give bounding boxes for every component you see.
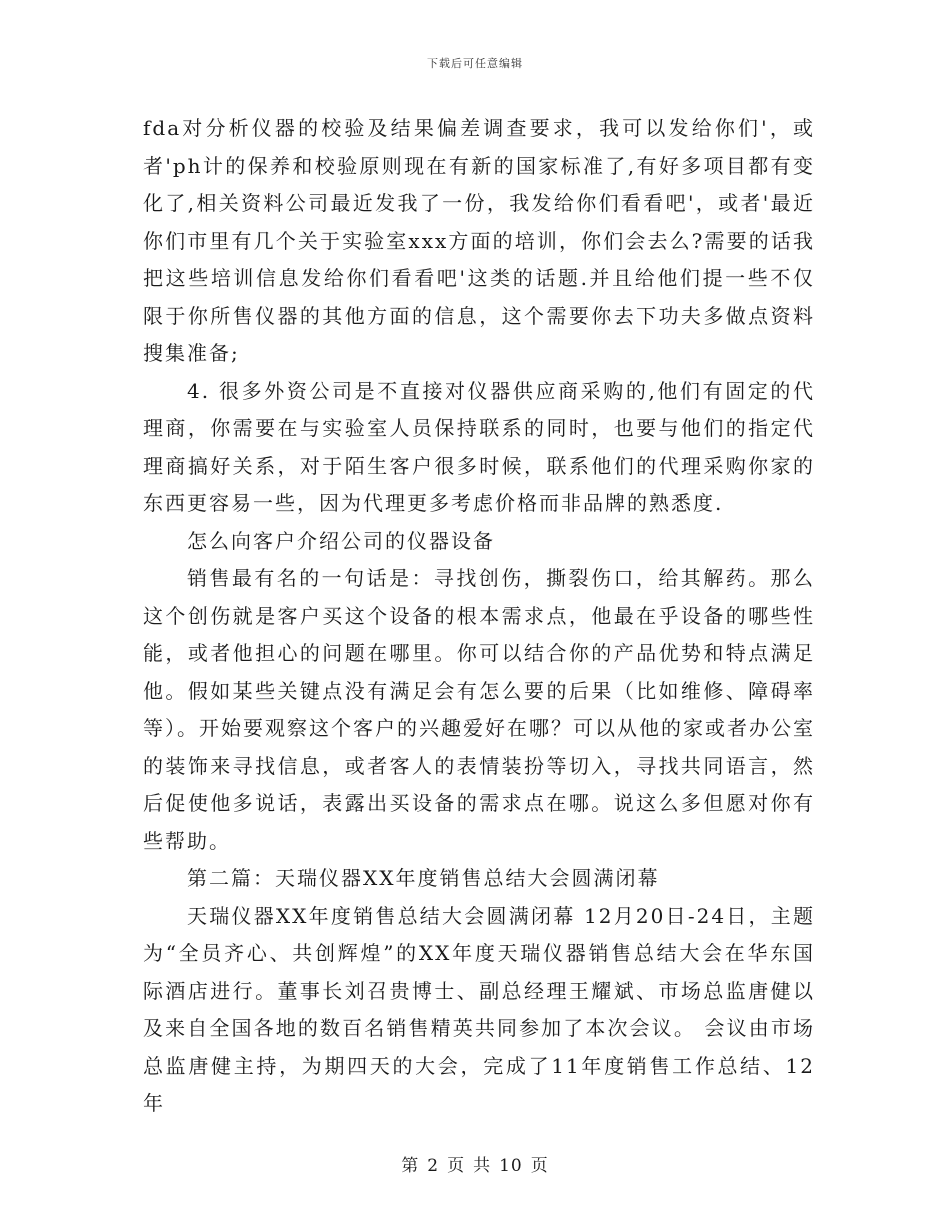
page-footer xyxy=(0,1151,950,1176)
section-heading-introduce-equipment: 怎么向客户介绍公司的仪器设备 xyxy=(187,528,495,553)
page-number: 2 xyxy=(427,1156,440,1176)
document-body xyxy=(143,110,815,1123)
paragraph-meeting-summary: 天瑞仪器XX年度销售总结大会圆满闭幕 12月20日-24日，主题为“全员齐心、共创辉煌”的XX年度天瑞仪器销售总结大会在华东国际酒店进行。董事长刘召贵博士、副总经理王耀斌、市场总监唐健以及来自全国各地的数百名销售精英共同参加了本次会议。 会议由市场总监唐健主持，为期四天的大会，完成了11年度销售工作总结、12年 xyxy=(143,903,815,1115)
paragraph-item-4: 4. 很多外资公司是不直接对仪器供应商采购的,他们有固定的代理商，你需要在与实验室人员保持联系的同时，也要与他们的指定代理商搞好关系，对于陌生客户很多时候，联系他们的代理采购你家的东西更容易一些，因为代理更多考虑价格而非品牌的熟悉度. xyxy=(143,378,815,515)
page-header-note: 下载后可任意编辑 xyxy=(427,57,523,70)
paragraph-continuation: fda对分析仪器的校验及结果偏差调查要求，我可以发给你们'，或者'ph计的保养和校验原则现在有新的国家标准了,有好多项目都有变化了,相关资料公司最近发我了一份，我发给你们看看吧'，或者'最近你们市里有几个关于实验室xxx方面的培训，你们会去么?需要的话我把这些培训信息发给你们看看吧'这类的话题.并且给他们提一些不仅限于你所售仪器的其他方面的信息，这个需要你去下功夫多做点资料搜集准备; xyxy=(143,116,815,365)
paragraph-sales-advice: 销售最有名的一句话是：寻找创伤，撕裂伤口，给其解药。那么这个创伤就是客户买这个设备的根本需求点，他最在乎设备的哪些性能，或者他担心的问题在哪里。你可以结合你的产品优势和特点满足他。假如某些关键点没有满足会有怎么要的后果（比如维修、障碍率等）。开始要观察这个客户的兴趣爱好在哪？可以从他的家或者办公室的装饰来寻找信息，或者客人的表情装扮等切入，寻找共同语言，然后促使他多说话，表露出买设备的需求点在哪。说这么多但愿对你有些帮助。 xyxy=(143,566,815,853)
footer-prefix: 第 xyxy=(401,1156,420,1176)
footer-page-word: 页 xyxy=(447,1156,466,1176)
footer-suffix: 页 xyxy=(530,1156,549,1176)
footer-total-word: 共 xyxy=(473,1156,492,1176)
total-pages: 10 xyxy=(499,1156,523,1176)
section-heading-second-article: 第二篇：天瑞仪器XX年度销售总结大会圆满闭幕 xyxy=(187,866,660,890)
